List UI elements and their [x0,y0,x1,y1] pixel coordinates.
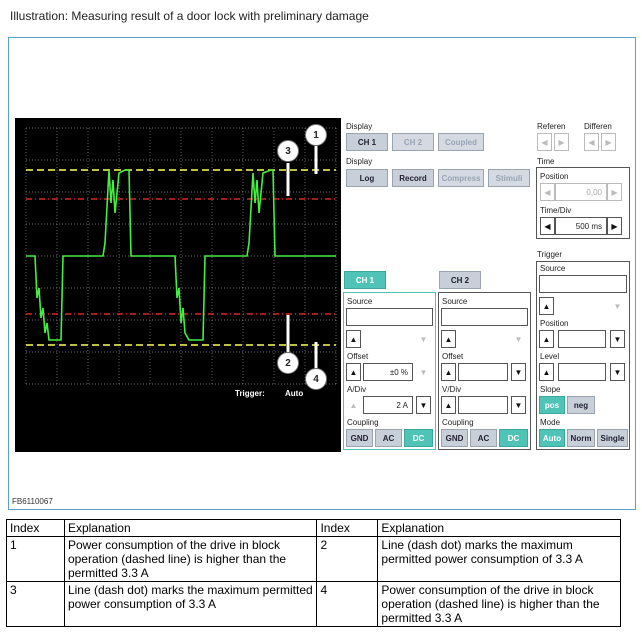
explanation-table [6,519,621,627]
table-cell: Power consumption of the drive in block operation (dashed line) is higher than the permitted 3.3 A [378,582,621,627]
ch1-offset-field[interactable]: ±0 % [363,363,413,381]
ch2-ac-button[interactable]: AC [470,429,497,447]
trigger-source-up-icon[interactable]: ▲ [539,297,554,315]
illustration-caption: Illustration: Measuring result of a door lock with preliminary damage [10,9,369,23]
table-cell: Line (dash dot) marks the maximum permitted power consumption of 3.3 A [64,582,317,627]
trigger-level-down-icon[interactable]: ▼ [610,363,625,381]
callout-4: 4 [305,368,327,390]
ch1-gnd-button[interactable]: GND [346,429,373,447]
trigger-level-up-icon[interactable]: ▲ [539,363,554,381]
header-index-2: Index [317,520,378,537]
trigger-value: Auto [285,389,304,398]
difference-right-arrow-icon[interactable]: ▶ [601,133,616,151]
display-stimuli-button[interactable]: Stimuli [488,169,530,187]
difference-label: Differen [584,122,612,131]
table-cell: Power consumption of the drive in block operation (dashed line) is higher than the permitted 3.3 A [64,537,317,582]
ch2-source-down-icon[interactable]: ▼ [511,330,526,348]
time-position-right-icon[interactable]: ▶ [607,183,622,201]
mode-norm-button[interactable]: Norm [567,429,595,447]
ch1-source-up-icon[interactable]: ▲ [346,330,361,348]
time-div-label: Time/Div [540,206,572,215]
table-header-row [7,520,621,537]
ch1-adiv-label: A/Div [347,385,367,394]
reference-label: Referen [537,122,566,131]
display-record-button[interactable]: Record [392,169,434,187]
ch2-source-field[interactable] [441,308,528,326]
ch1-coupling-label: Coupling [347,418,379,427]
table-row [7,582,621,627]
trigger-source-field[interactable] [539,275,627,293]
table-cell: 1 [7,537,65,582]
table-cell: Line (dash dot) marks the maximum permitted power consumption of 3.3 A [378,537,621,582]
mode-single-button[interactable]: Single [597,429,628,447]
table-cell: 4 [317,582,378,627]
mode-auto-button[interactable]: Auto [539,429,565,447]
trigger-position-field[interactable] [558,330,606,348]
trigger-level-label: Level [540,352,560,361]
table-row [7,537,621,582]
ch1-dc-button[interactable]: DC [404,429,433,447]
ch2-vdiv-up-icon[interactable]: ▲ [441,396,456,414]
trigger-source-down-icon[interactable]: ▼ [610,297,625,315]
difference-left-arrow-icon[interactable]: ◀ [584,133,599,151]
reference-left-arrow-icon[interactable]: ◀ [537,133,552,151]
trigger-position-label: Position [540,319,569,328]
slope-pos-button[interactable]: pos [539,396,565,414]
trigger-mode-label: Mode [540,418,561,427]
display-ch1-button[interactable]: CH 1 [346,133,388,151]
figure-id: FB6110067 [12,497,53,506]
ch1-adiv-down-icon[interactable]: ▼ [416,396,431,414]
trigger-level-field[interactable] [558,363,606,381]
time-position-label: Position [540,172,569,181]
header-index-1: Index [7,520,65,537]
ch1-offset-up-icon[interactable]: ▲ [346,363,361,381]
ch2-vdiv-label: V/Div [442,385,462,394]
display-label-1: Display [346,122,373,131]
ch1-source-label: Source [347,297,373,306]
ch2-offset-down-icon[interactable]: ▼ [511,363,526,381]
ch1-source-down-icon[interactable]: ▼ [416,330,431,348]
header-explanation-2: Explanation [378,520,621,537]
trigger-section-label: Trigger [537,250,563,259]
header-explanation-1: Explanation [64,520,317,537]
trigger-source-label: Source [540,264,566,273]
ch1-source-field[interactable] [346,308,433,326]
ch2-gnd-button[interactable]: GND [441,429,468,447]
ch2-vdiv-field[interactable] [458,396,508,414]
ch2-offset-up-icon[interactable]: ▲ [441,363,456,381]
ch1-offset-down-icon[interactable]: ▼ [416,363,431,381]
ch2-vdiv-down-icon[interactable]: ▼ [511,396,526,414]
trigger-position-up-icon[interactable]: ▲ [539,330,554,348]
callout-3: 3 [277,140,299,162]
table-cell: 2 [317,537,378,582]
ch1-ac-button[interactable]: AC [375,429,402,447]
ch2-source-up-icon[interactable]: ▲ [441,330,456,348]
display-ch2-button[interactable]: CH 2 [392,133,434,151]
display-compress-button[interactable]: Compress [438,169,484,187]
display-coupled-button[interactable]: Coupled [438,133,484,151]
time-position-left-icon[interactable]: ◀ [540,183,555,201]
trigger-slope-label: Slope [540,385,561,394]
callout-2: 2 [277,352,299,374]
reference-right-arrow-icon[interactable]: ▶ [554,133,569,151]
time-div-field[interactable]: 500 ms [555,217,607,235]
ch2-offset-field[interactable] [458,363,508,381]
time-position-field[interactable]: 0,00 [555,183,607,201]
ch2-offset-label: Offset [442,352,464,361]
ch2-coupling-label: Coupling [442,418,474,427]
callout-1: 1 [305,124,327,146]
ch2-dc-button[interactable]: DC [499,429,528,447]
display-log-button[interactable]: Log [346,169,388,187]
ch1-adiv-up-icon[interactable]: ▲ [346,396,361,414]
trigger-label: Trigger: [235,389,265,398]
ch1-offset-label: Offset [347,352,369,361]
ch2-tab[interactable]: CH 2 [439,271,481,289]
display-label-2: Display [346,157,373,166]
ch1-tab[interactable]: CH 1 [344,271,386,289]
ch1-adiv-field[interactable]: 2 A [363,396,413,414]
time-label: Time [537,157,555,166]
trigger-position-down-icon[interactable]: ▼ [610,330,625,348]
slope-neg-button[interactable]: neg [567,396,595,414]
table-cell: 3 [7,582,65,627]
ch2-source-label: Source [442,297,468,306]
time-div-right-icon[interactable]: ▶ [607,217,622,235]
time-div-left-icon[interactable]: ◀ [540,217,555,235]
